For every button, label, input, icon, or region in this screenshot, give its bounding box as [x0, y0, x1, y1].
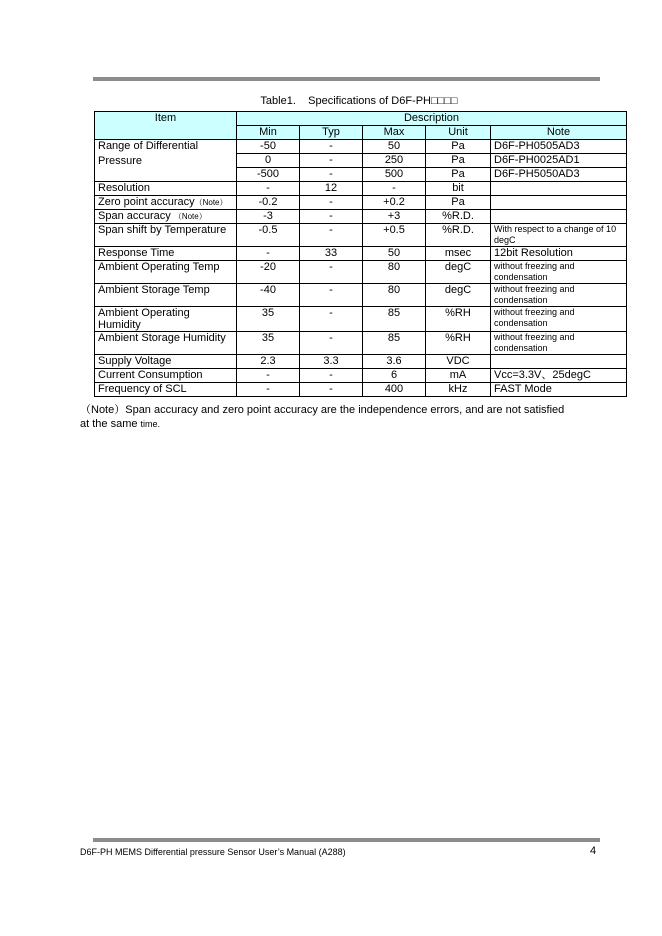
table-row: [95, 196, 627, 210]
span-shift-unit: %R.D.: [426, 224, 491, 247]
st-hum-max: 85: [363, 332, 426, 355]
st-hum-unit: %RH: [426, 332, 491, 355]
op-temp-max: 80: [363, 261, 426, 284]
footer-manual-title: D6F-PH MEMS Differential pressure Sensor User’s Manual (A288): [80, 847, 346, 857]
span-accuracy-typ: -: [300, 210, 363, 224]
range-typ: -: [300, 168, 363, 182]
st-temp-typ: -: [300, 284, 363, 307]
current-min: -: [237, 369, 300, 383]
span-accuracy-note: [491, 210, 627, 224]
span-shift-note: With respect to a change of 10 degC: [491, 224, 627, 247]
span-shift-typ: -: [300, 224, 363, 247]
op-temp-unit: degC: [426, 261, 491, 284]
st-hum-typ: -: [300, 332, 363, 355]
header-max: Max: [363, 126, 426, 140]
zero-point-min: -0.2: [237, 196, 300, 210]
st-temp-max: 80: [363, 284, 426, 307]
footnote-line2-main: at the same: [80, 418, 141, 430]
op-hum-unit: %RH: [426, 307, 491, 332]
header-typ: Typ: [300, 126, 363, 140]
range-note: D6F-PH5050AD3: [491, 168, 627, 182]
response-time-max: 50: [363, 247, 426, 261]
span-accuracy-note-tag: （Note）: [173, 212, 207, 221]
resolution-min: -: [237, 182, 300, 196]
st-temp-min: -40: [237, 284, 300, 307]
range-max: 250: [363, 154, 426, 168]
scl-typ: -: [300, 383, 363, 397]
range-note: D6F-PH0025AD1: [491, 154, 627, 168]
op-temp-note: without freezing and condensation: [491, 261, 627, 284]
span-accuracy-unit: %R.D.: [426, 210, 491, 224]
table-row: [95, 355, 627, 369]
span-shift-label: Span shift by Temperature: [95, 224, 237, 247]
span-accuracy-label: [95, 210, 237, 224]
range-unit: Pa: [426, 140, 491, 154]
resolution-note: [491, 182, 627, 196]
resolution-typ: 12: [300, 182, 363, 196]
current-max: 6: [363, 369, 426, 383]
range-max: 50: [363, 140, 426, 154]
op-hum-max: 85: [363, 307, 426, 332]
span-accuracy-min: -3: [237, 210, 300, 224]
op-temp-min: -20: [237, 261, 300, 284]
op-hum-min: 35: [237, 307, 300, 332]
op-hum-label: Ambient Operating Humidity: [95, 307, 237, 332]
range-typ: -: [300, 140, 363, 154]
zero-point-typ: -: [300, 196, 363, 210]
current-note: Vcc=3.3V、25degC: [491, 369, 627, 383]
range-note: D6F-PH0505AD3: [491, 140, 627, 154]
st-hum-min: 35: [237, 332, 300, 355]
st-temp-note: without freezing and condensation: [491, 284, 627, 307]
span-accuracy-max: +3: [363, 210, 426, 224]
top-rule: [93, 77, 600, 81]
table-row: [95, 284, 627, 307]
table-row: [95, 307, 627, 332]
range-unit: Pa: [426, 154, 491, 168]
range-label: [95, 140, 237, 182]
response-time-unit: msec: [426, 247, 491, 261]
st-hum-label: Ambient Storage Humidity: [95, 332, 237, 355]
supply-note: [491, 355, 627, 369]
table-caption: [0, 95, 662, 107]
specifications-table: [94, 111, 627, 397]
op-temp-label: Ambient Operating Temp: [95, 261, 237, 284]
op-hum-note: without freezing and condensation: [491, 307, 627, 332]
page-number: 4: [590, 845, 597, 857]
range-label-line2: Pressure: [98, 155, 143, 167]
zero-point-label-text: Zero point accuracy: [98, 196, 195, 208]
resolution-unit: bit: [426, 182, 491, 196]
header-unit: Unit: [426, 126, 491, 140]
table-row: [95, 140, 627, 154]
table-row: [95, 210, 627, 224]
span-shift-min: -0.5: [237, 224, 300, 247]
response-time-min: -: [237, 247, 300, 261]
range-min: -50: [237, 140, 300, 154]
table-row: [95, 261, 627, 284]
range-min: -500: [237, 168, 300, 182]
table-footnote: [80, 403, 620, 431]
st-temp-unit: degC: [426, 284, 491, 307]
scl-label: Frequency of SCL: [95, 383, 237, 397]
zero-point-note: [491, 196, 627, 210]
op-hum-typ: -: [300, 307, 363, 332]
table-row: [95, 247, 627, 261]
current-typ: -: [300, 369, 363, 383]
header-min: Min: [237, 126, 300, 140]
table-header-row: [95, 112, 627, 126]
range-min: 0: [237, 154, 300, 168]
header-description: Description: [237, 112, 627, 126]
supply-label: Supply Voltage: [95, 355, 237, 369]
zero-point-max: +0.2: [363, 196, 426, 210]
resolution-max: -: [363, 182, 426, 196]
scl-min: -: [237, 383, 300, 397]
st-temp-label: Ambient Storage Temp: [95, 284, 237, 307]
supply-typ: 3.3: [300, 355, 363, 369]
caption-label: Table1.: [260, 95, 296, 107]
span-shift-max: +0.5: [363, 224, 426, 247]
range-label-line1: Range of Differential: [98, 140, 199, 152]
response-time-note: 12bit Resolution: [491, 247, 627, 261]
zero-point-note-tag: （Note）: [194, 198, 228, 207]
footnote-line2: [80, 417, 620, 431]
range-max: 500: [363, 168, 426, 182]
header-item: Item: [95, 112, 237, 140]
zero-point-label: [95, 196, 237, 210]
table-row: [95, 383, 627, 397]
st-hum-note: without freezing and condensation: [491, 332, 627, 355]
supply-unit: VDC: [426, 355, 491, 369]
table-row: [95, 332, 627, 355]
scl-note: FAST Mode: [491, 383, 627, 397]
resolution-label: Resolution: [95, 182, 237, 196]
supply-max: 3.6: [363, 355, 426, 369]
supply-min: 2.3: [237, 355, 300, 369]
scl-unit: kHz: [426, 383, 491, 397]
caption-title: Specifications of D6F-PH□□□□: [308, 95, 458, 107]
span-accuracy-label-text: Span accuracy: [98, 210, 171, 222]
range-typ: -: [300, 154, 363, 168]
response-time-typ: 33: [300, 247, 363, 261]
scl-max: 400: [363, 383, 426, 397]
zero-point-unit: Pa: [426, 196, 491, 210]
table-row: [95, 369, 627, 383]
table-row: [95, 224, 627, 247]
response-time-label: Response Time: [95, 247, 237, 261]
current-unit: mA: [426, 369, 491, 383]
table-row: [95, 182, 627, 196]
footnote-line1: （Note）Span accuracy and zero point accuracy are the independence errors, and are not satisfied: [80, 404, 565, 416]
bottom-rule: [93, 838, 600, 842]
current-label: Current Consumption: [95, 369, 237, 383]
header-note: Note: [491, 126, 627, 140]
footnote-line2-small: time.: [140, 419, 161, 429]
op-temp-typ: -: [300, 261, 363, 284]
range-unit: Pa: [426, 168, 491, 182]
